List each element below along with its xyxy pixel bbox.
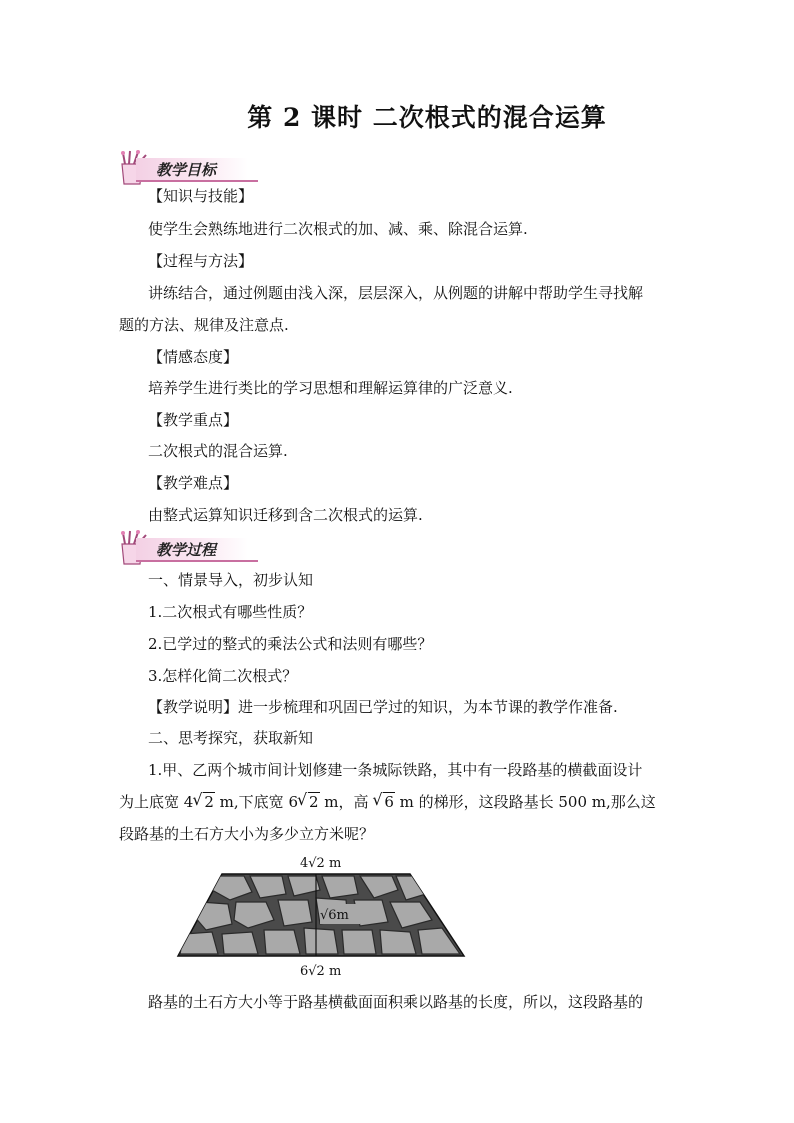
example-1-line-1: 1.甲、乙两个城市间计划修建一条城际铁路，其中有一段路基的横截面设计 [148, 761, 643, 779]
text-process-method-2: 题的方法、规律及注意点. [119, 316, 289, 334]
height-label: √6m [320, 908, 349, 923]
text-attitude: 培养学生进行类比的学习思想和理解运算律的广泛意义. [148, 379, 513, 397]
number: 6 [288, 793, 298, 811]
section-underline [136, 560, 258, 562]
question-2: 2.已学过的整式的乘法公式和法则有哪些？ [148, 635, 433, 653]
process-heading-1: 一、情景导入，初步认知 [148, 571, 314, 589]
question-1: 1.二次根式有哪些性质？ [148, 603, 313, 621]
heading-difficulty: 【教学难点】 [148, 474, 239, 492]
process-heading-2: 二、思考探究，获取新知 [148, 729, 314, 747]
text-knowledge: 使学生会熟练地进行二次根式的加、减、乘、除混合运算. [148, 220, 528, 238]
sqrt-expression [374, 792, 395, 812]
example-1-solution: 路基的土石方大小等于路基横截面面积乘以路基的长度，所以，这段路基的 [148, 993, 644, 1011]
example-1-line-2 [119, 792, 656, 812]
radicand: 2 [204, 793, 214, 811]
text-segment: 为上底宽 [119, 793, 180, 811]
text-key-point: 二次根式的混合运算. [148, 442, 288, 460]
section-label: 教学目标 [156, 161, 217, 179]
section-label: 教学过程 [156, 541, 217, 559]
teaching-note: 【教学说明】进一步梳理和巩固已学过的知识，为本节课的教学作准备. [148, 698, 618, 716]
roadbed-cross-section-figure [170, 850, 470, 980]
heading-attitude: 【情感态度】 [148, 348, 239, 366]
section-header-process [116, 530, 256, 566]
section-header-objectives [116, 150, 256, 186]
text-segment: m 的梯形，这段路基长 500 m,那么这 [394, 793, 656, 811]
sqrt-expression [299, 792, 320, 812]
top-width-label: 4√2 m [300, 856, 342, 871]
heading-knowledge: 【知识与技能】 [148, 187, 254, 205]
heading-process-method: 【过程与方法】 [148, 252, 254, 270]
radicand: 2 [308, 793, 319, 811]
section-underline [136, 180, 258, 182]
text-segment: m，高 [319, 793, 369, 811]
text-process-method-1: 讲练结合，通过例题由浅入深，层层深入，从例题的讲解中帮助学生寻找解 [148, 284, 644, 302]
page-title: 第 2 课时 二次根式的混合运算 [247, 103, 607, 132]
text-difficulty: 由整式运算知识迁移到含二次根式的运算. [148, 506, 423, 524]
example-1-line-3: 段路基的土石方大小为多少立方米呢？ [119, 825, 375, 843]
text-segment: m,下底宽 [214, 793, 284, 811]
radicand: 6 [384, 793, 394, 811]
bottom-width-label: 6√2 m [300, 964, 342, 979]
question-3: 3.怎样化简二次根式？ [148, 667, 298, 685]
sqrt-expression [194, 792, 215, 812]
heading-key-point: 【教学重点】 [148, 411, 239, 429]
number: 4 [183, 793, 194, 811]
